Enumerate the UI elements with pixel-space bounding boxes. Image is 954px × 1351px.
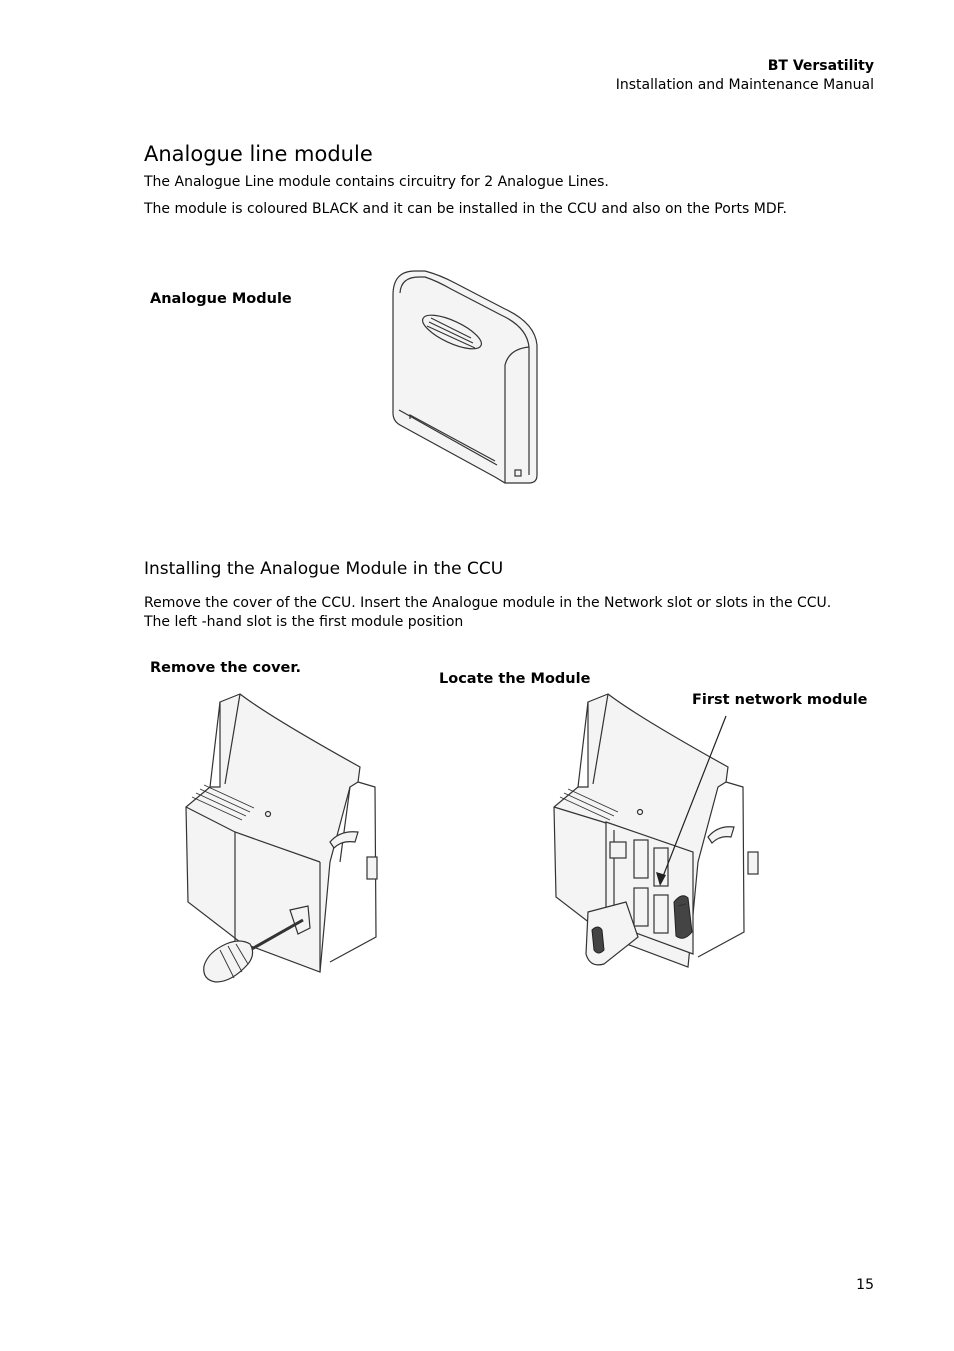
page-number: 15 [856, 1277, 874, 1293]
analogue-module-illustration [385, 265, 545, 490]
section-paragraph-1: The Analogue Line module contains circuitry for 2 Analogue Lines. [144, 174, 609, 190]
subsection-title: Installing the Analogue Module in the CCU [144, 559, 504, 579]
ccu-module-slots-illustration [548, 692, 768, 982]
figure-label-remove-cover: Remove the cover. [150, 660, 301, 676]
callout-first-network-module: First network module [692, 692, 868, 708]
figure-label-locate-module: Locate the Module [439, 671, 591, 687]
subsection-paragraph: Remove the cover of the CCU. Insert the Analogue module in the Network slot or slots in the CCU. The left -hand slot is the first module position [144, 595, 832, 630]
figure-label-analogue-module: Analogue Module [150, 291, 292, 307]
header-title: BT Versatility [767, 58, 874, 74]
header-subtitle: Installation and Maintenance Manual [615, 77, 874, 93]
ccu-remove-cover-illustration [180, 692, 390, 992]
section-paragraph-2: The module is coloured BLACK and it can be installed in the CCU and also on the Ports MDF. [144, 201, 787, 217]
section-title: Analogue line module [144, 142, 373, 166]
